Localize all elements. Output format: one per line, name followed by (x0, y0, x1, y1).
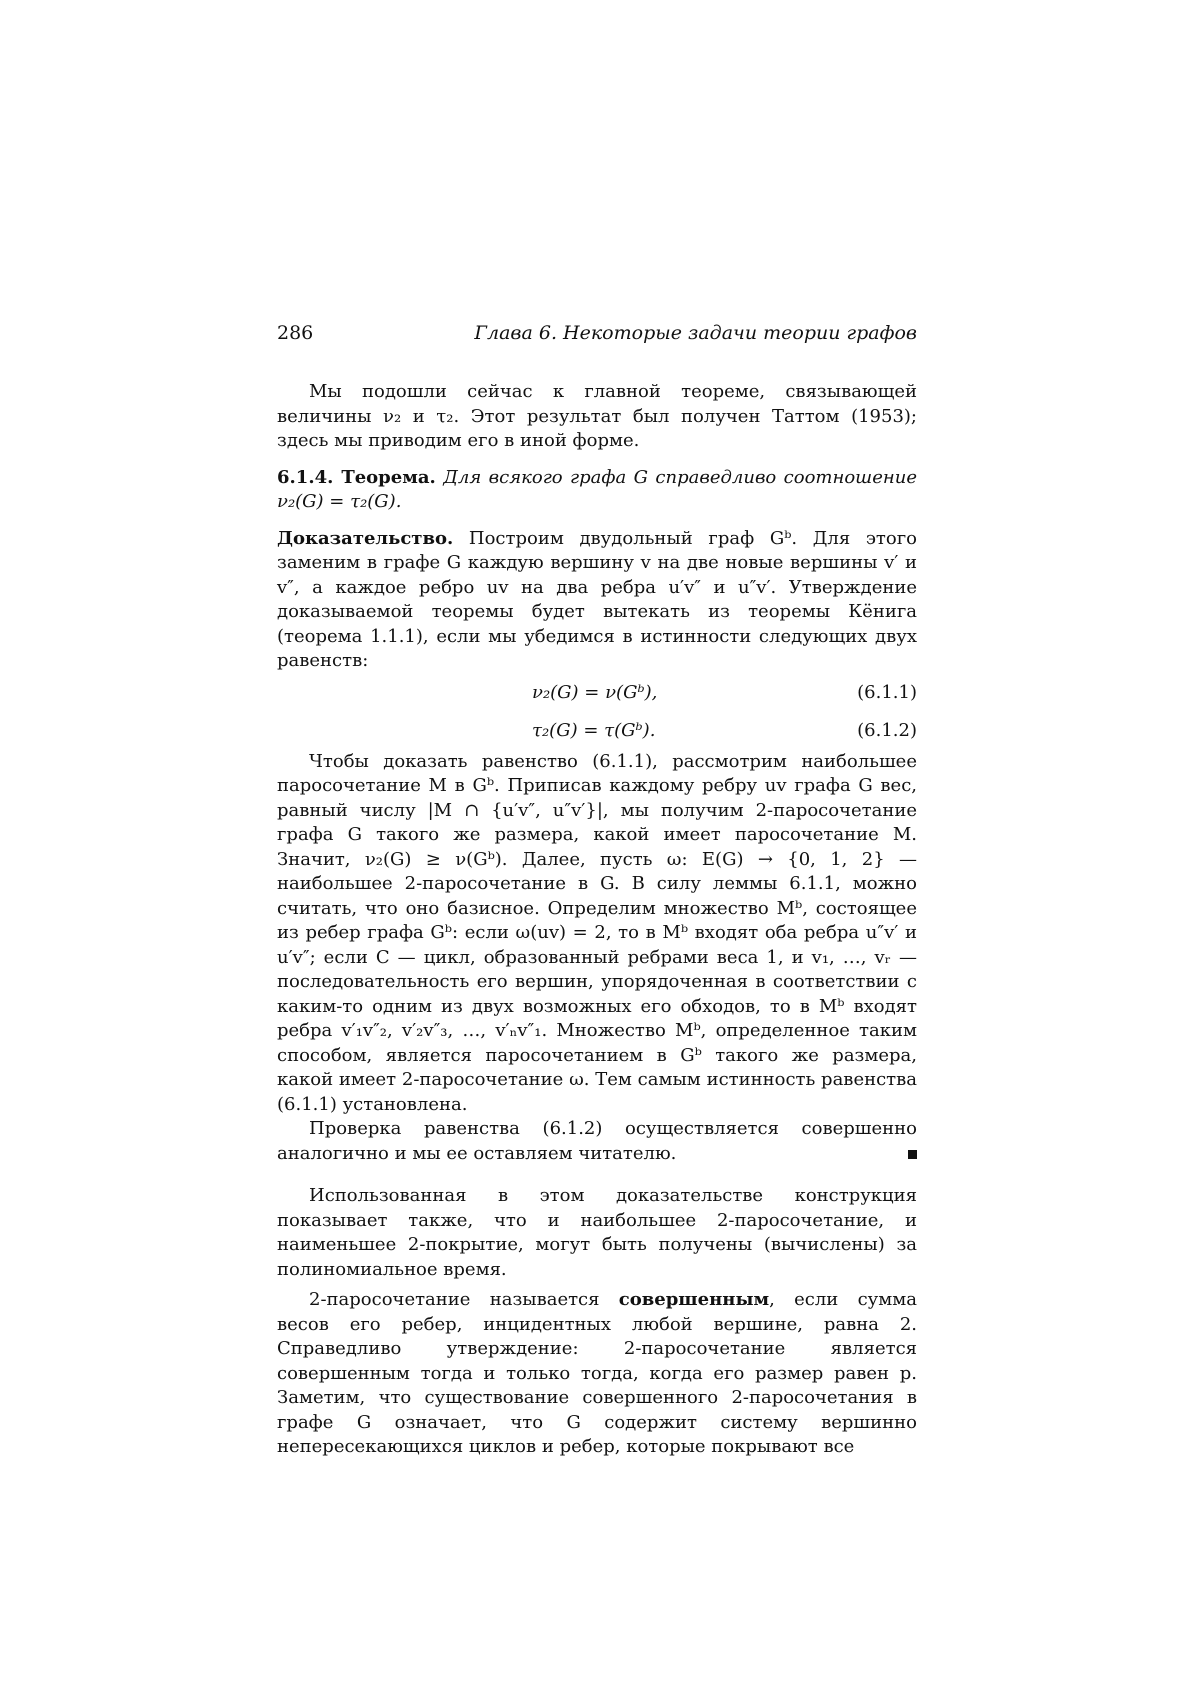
page-number: 286 (277, 322, 314, 344)
page (277, 322, 917, 1460)
proof-end-paragraph (277, 1117, 917, 1166)
equation-number: (6.1.1) (857, 681, 917, 703)
definition-term: совершенным (618, 1289, 770, 1310)
definition-paragraph (277, 1288, 917, 1460)
proof-paragraph (277, 527, 917, 674)
definition-suffix: , если сумма весов его ребер, инцидентных любой вершине, равна 2. Справедливо утверждение: 2-паросочетание является совершенным тогда и только тогда, когда его размер равен p. Заметим, что существование совершенного 2-паросочетания в графе G означает, что G содержит систему вершинно непересекающихся циклов и ребер, которые покрывают все (277, 1289, 917, 1457)
running-title: Глава 6. Некоторые задачи теории графов (474, 322, 917, 344)
equation-number: (6.1.2) (857, 719, 917, 741)
intro-paragraph: Мы подошли сейчас к главной теореме, связывающей величины ν₂ и τ₂. Этот результат был получен Таттом (1953); здесь мы приводим его в иной форме. (277, 381, 917, 451)
remark-paragraph: Использованная в этом доказательстве конструкция показывает также, что и наибольшее 2-паросочетание, и наименьшее 2-покрытие, могут быть получены (вычислены) за полиномиальное время. (277, 1185, 917, 1280)
running-header (277, 322, 917, 344)
definition-prefix: 2-паросочетание называется (309, 1289, 600, 1310)
equation-formula: ν₂(G) = ν(Gᵇ), (532, 681, 658, 703)
theorem-paragraph (277, 466, 917, 515)
proof-label: Доказательство. (277, 527, 454, 549)
theorem-text: Для всякого графа G справедливо соотношение ν₂(G) = τ₂(G). (277, 466, 917, 512)
equation-6-1-2 (277, 712, 917, 750)
equation-6-1-1 (277, 674, 917, 712)
qed-square-icon (908, 1150, 917, 1159)
proof-end-text: Проверка равенства (6.1.2) осуществляется совершенно аналогично и мы ее оставляем читателю. (277, 1118, 917, 1164)
equation-formula: τ₂(G) = τ(Gᵇ). (532, 719, 656, 741)
theorem-label: 6.1.4. Теорема. (277, 466, 436, 488)
proof-text: Построим двудольный граф Gᵇ. Для этого заменим в графе G каждую вершину v на две новые вершины v′ и v″, а каждое ребро uv на два ребра u′v″ и u″v′. Утверждение доказываемой теоремы будет вытекать из теоремы Кёнига (теорема 1.1.1), если мы убедимся в истинности следующих двух равенств: (277, 527, 917, 671)
proof-body-paragraph: Чтобы доказать равенство (6.1.1), рассмотрим наибольшее паросочетание M в Gᵇ. Приписав каждому ребру uv графа G вес, равный числу |M ∩ {u′v″, u″v′}|, мы получим 2-паросочетание графа G такого же размера, какой имеет паросочетание M. Значит, ν₂(G) ≥ ν(Gᵇ). Далее, пусть ω: E(G) → {0, 1, 2} — наибольшее 2-паросочетание в G. В силу леммы 6.1.1, можно считать, что оно базисное. Определим множество Mᵇ, состоящее из ребер графа Gᵇ: если ω(uv) = 2, то в Mᵇ входят оба ребра u″v′ и u′v″; если C — цикл, образованный ребрами веса 1, и v₁, …, vᵣ — последовательность его вершин, упорядоченная в соответствии с каким-то одним из двух возможных его обходов, то в Mᵇ входят ребра v′₁v″₂, v′₂v″₃, …, v′ₙv″₁. Множество Mᵇ, определенное таким способом, является паросочетанием в Gᵇ такого же размера, какой имеет 2-паросочетание ω. Тем самым истинность равенства (6.1.1) установлена. (277, 750, 917, 1115)
